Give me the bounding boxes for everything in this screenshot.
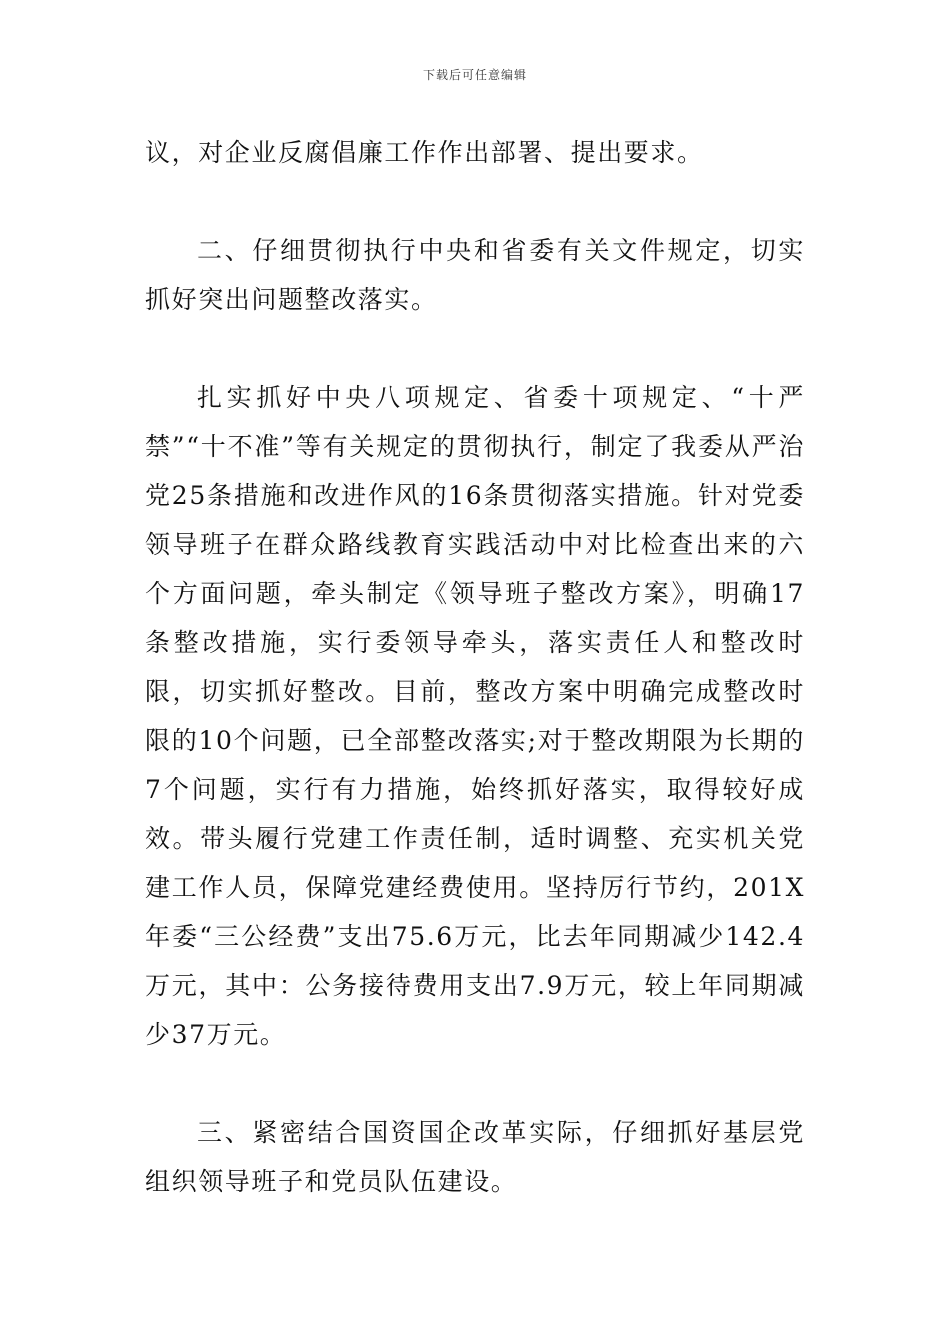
section-heading-two: 二、仔细贯彻执行中央和省委有关文件规定，切实抓好突出问题整改落实。: [145, 236, 805, 314]
document-body: [145, 128, 805, 1206]
section-heading-three: 三、紧密结合国资国企改革实际，仔细抓好基层党组织领导班子和党员队伍建设。: [145, 1118, 805, 1196]
paragraph-body: 扎实抓好中央八项规定、省委十项规定、“十严禁”“十不准”等有关规定的贯彻执行，制定了我委从严治党25条措施和改进作风的16条贯彻落实措施。针对党委领导班子在群众路线教育实践活动中对比检查出来的六个方面问题，牵头制定《领导班子整改方案》，明确17条整改措施，实行委领导牵头，落实责任人和整改时限，切实抓好整改。目前，整改方案中明确完成整改时限的10个问题，已全部整改落实;对于整改期限为长期的7个问题，实行有力措施，始终抓好落实，取得较好成效。带头履行党建工作责任制，适时调整、充实机关党建工作人员，保障党建经费使用。坚持厉行节约，201X年委“三公经费”支出75.6万元，比去年同期减少142.4万元，其中：公务接待费用支出7.9万元，较上年同期减少37万元。: [145, 383, 805, 1049]
paragraph-continuation: 议，对企业反腐倡廉工作作出部署、提出要求。: [145, 138, 704, 167]
page-header: 下载后可任意编辑: [422, 68, 527, 82]
